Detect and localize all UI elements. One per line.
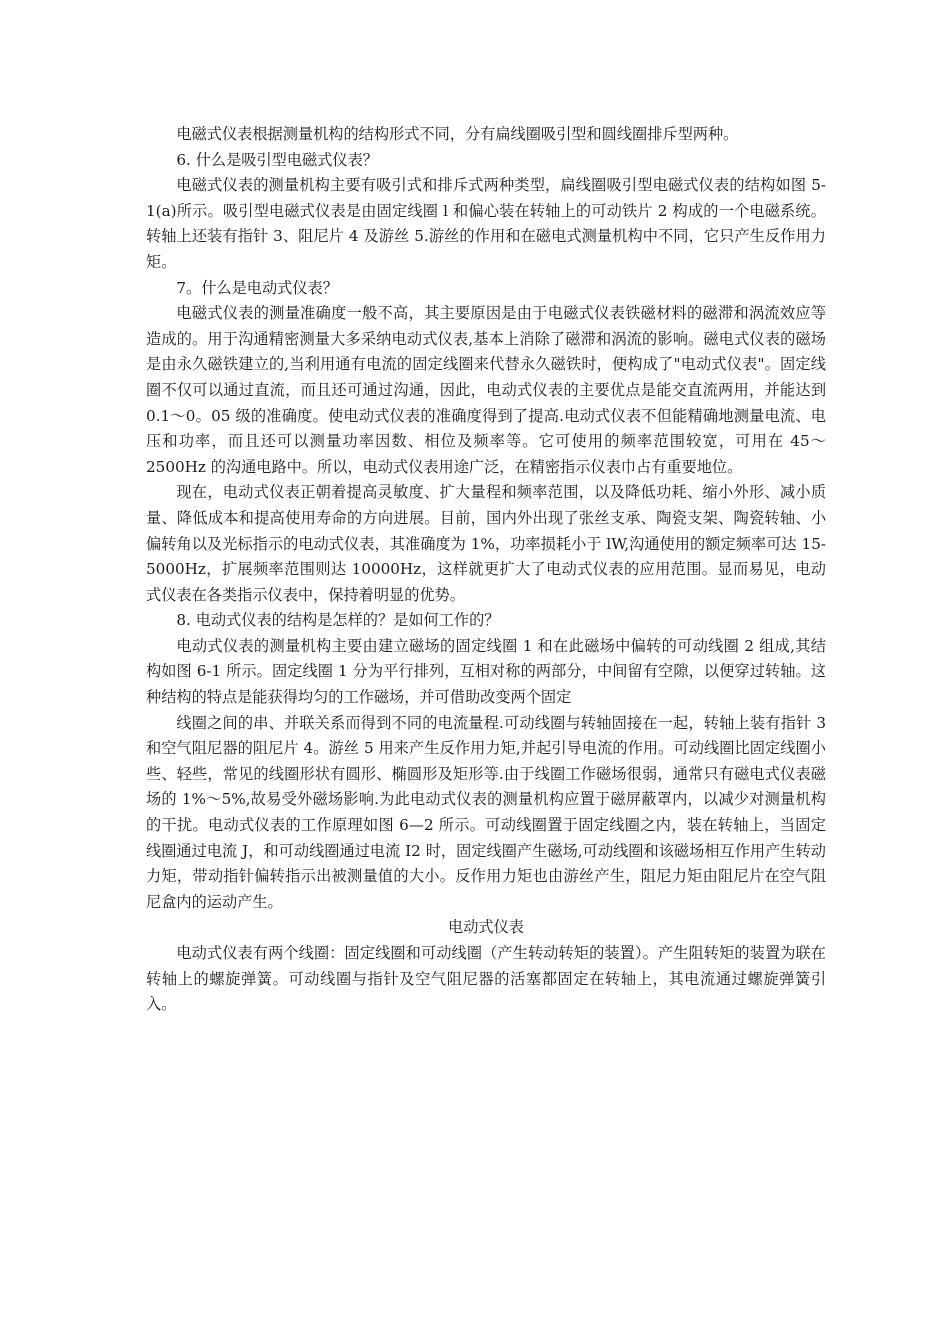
document-body — [146, 122, 826, 1018]
paragraph-development: 现在，电动式仪表正朝着提高灵敏度、扩大量程和频率范围，以及降低功耗、缩小外形、减小质量、降低成本和提高使用寿命的方向进展。目前，国内外出现了张丝支承、陶瓷支架、陶瓷转轴、小偏转角以及光标指示的电动式仪表，其准确度为 1%，功率损耗小于 lW,沟通使用的额定频率可达 15-5000Hz，扩展频率范围则达 10000Hz，这样就更扩大了电动式仪表的应用范围。显而易见，电动式仪表在各类指示仪表中，保持着明显的优势。 — [146, 483, 826, 604]
question-heading-6: 6. 什么是吸引型电磁式仪表？ — [176, 150, 378, 169]
paragraph-coils: 电动式仪表有两个线圈：固定线圈和可动线圈（产生转动转矩的装置）。产生阻转矩的装置为联在转轴上的螺旋弹簧。可动线圈与指针及空气阻尼器的活塞都固定在转轴上，其电流通过螺旋弹簧引入。 — [146, 944, 826, 1014]
paragraph-intro: 电磁式仪表根据测量机构的结构形式不同，分有扁线圈吸引型和圆线圈排斥型两种。 — [176, 125, 739, 143]
question-heading-7: 7。什么是电动式仪表？ — [176, 278, 338, 297]
paragraph-working-principle: 线圈之间的串、并联关系而得到不同的电流量程.可动线圈与转轴固接在一起，转轴上装有指针 3 和空气阻尼器的阻尼片 4。游丝 5 用来产生反作用力矩,并起引导电流的作用。可动线圈比固定线圈小些、轻些，常见的线圈形状有圆形、椭圆形及矩形等.由于线圈工作磁场很弱，通常只有磁电式仪表磁场的 1%～5%,故易受外磁场影响.为此电动式仪表的测量机构应置于磁屏蔽罩内，以减少对测量机构的干扰。电动式仪表的工作原理如图 6—2 所示。可动线圈置于固定线圈之内，装在转轴上，当固定线圈通过电流 J，和可动线圈通过电流 I2 时，固定线圈产生磁场,可动线圈和该磁场相互作用产生转动力矩，带动指针偏转指示出被测量值的大小。反作用力矩也由游丝产生，阻尼力矩由阻尼片在空气阻尼盒内的运动产生。 — [146, 713, 826, 911]
paragraph-electrodynamic-definition: 电磁式仪表的测量准确度一般不高，其主要原因是由于电磁式仪表铁磁材料的磁滞和涡流效应等造成的。用于沟通精密测量大多采纳电动式仪表,基本上消除了磁滞和涡流的影响。磁电式仪表的磁场是由永久磁铁建立的,当利用通有电流的固定线圈来代替永久磁铁时，便构成了"电动式仪表"。固定线圈不仅可以通过直流，而且还可通过沟通，因此，电动式仪表的主要优点是能交直流两用，并能达到 0.1～0。05 级的准确度。使电动式仪表的准确度得到了提高.电动式仪表不但能精确地测量电流、电压和功率，而且还可以测量功率因数、相位及频率等。它可使用的频率范围较宽，可用在 45～2500Hz 的沟通电路中。所以，电动式仪表用途广泛，在精密指示仪表巾占有重要地位。 — [146, 304, 826, 476]
section-title: 电动式仪表 — [448, 918, 524, 937]
paragraph-structure: 电动式仪表的测量机构主要由建立磁场的固定线圈 1 和在此磁场中偏转的可动线圈 2 组成,其结构如图 6-1 所示。固定线圈 1 分为平行排列，互相对称的两部分，中间留有空隙，以便穿过转轴。这种结构的特点是能获得均匀的工作磁场，并可借助改变两个固定 — [146, 636, 826, 707]
paragraph-attraction-type: 电磁式仪表的测量机构主要有吸引式和排斥式两种类型，扁线圈吸引型电磁式仪表的结构如图 5-1(a)所示。吸引型电磁式仪表是由固定线圈 l 和偏心装在转轴上的可动铁片 2 构成的一个电磁系统。转轴上还装有指针 3、阻尼片 4 及游丝 5.游丝的作用和在磁电式测量机构中不同，它只产生反作用力矩。 — [146, 176, 826, 271]
question-heading-8: 8. 电动式仪表的结构是怎样的？是如何工作的？ — [176, 611, 500, 630]
